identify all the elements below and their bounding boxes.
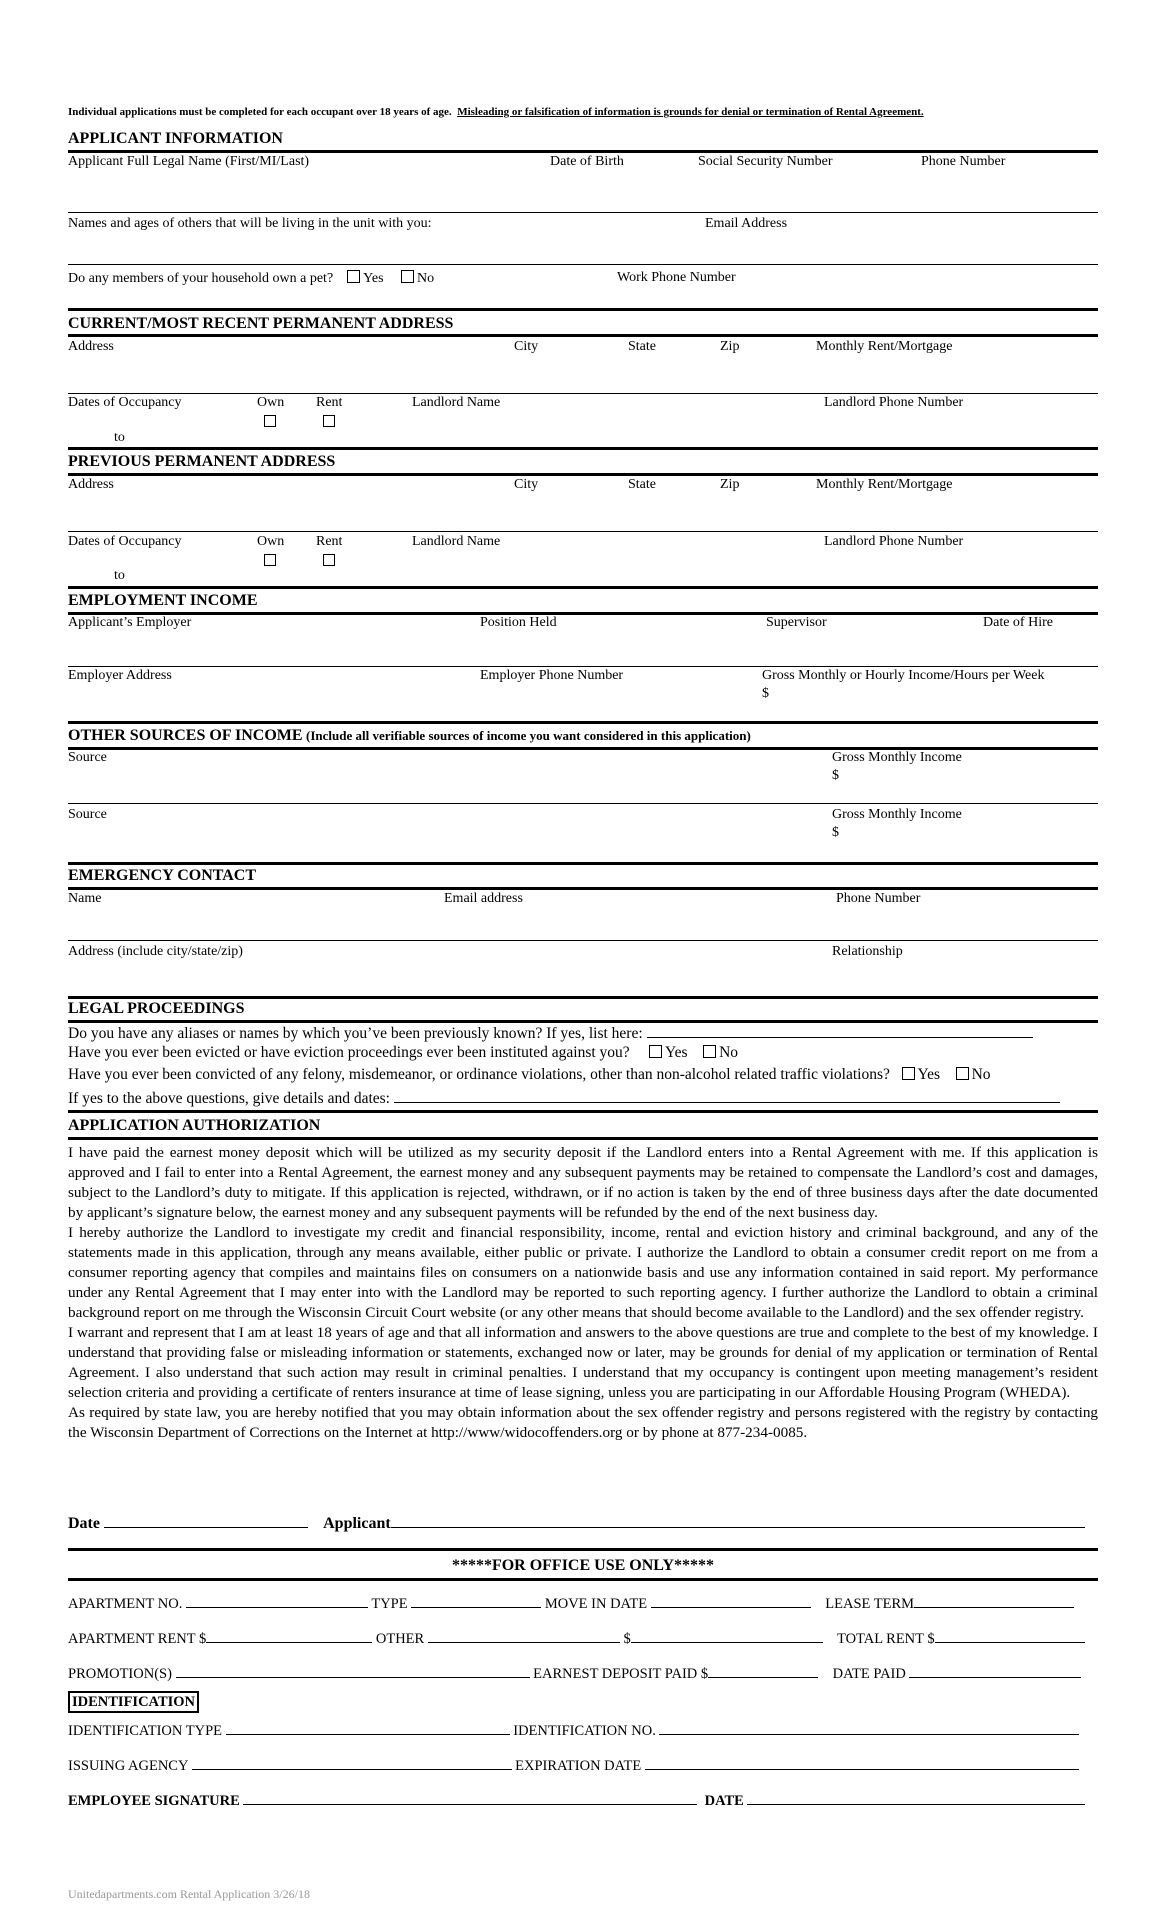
rent-checkbox[interactable] — [323, 554, 335, 566]
evicted-no-checkbox[interactable] — [703, 1045, 716, 1058]
office-row-4 — [68, 1721, 1079, 1739]
apt-no-label: APARTMENT NO. — [68, 1596, 183, 1612]
id-type-field[interactable] — [226, 1721, 510, 1735]
label-zip: Zip — [720, 339, 740, 354]
promotions-field[interactable] — [176, 1664, 530, 1678]
label-employer: Applicant’s Employer — [68, 615, 192, 630]
section-heading-other-income — [68, 727, 751, 745]
dollar-sign: $ — [623, 1631, 631, 1647]
applicant-signature-field[interactable] — [391, 1514, 1085, 1528]
label-employer-address: Employer Address — [68, 668, 172, 683]
other-field[interactable] — [428, 1629, 620, 1643]
earnest-field[interactable] — [708, 1664, 818, 1678]
total-rent-label: TOTAL RENT $ — [836, 1631, 935, 1647]
evicted-no-label: No — [719, 1044, 739, 1061]
legal-q1 — [68, 1024, 1033, 1042]
divider — [68, 1578, 1098, 1581]
signature-line — [68, 1514, 1085, 1533]
office-row-5 — [68, 1756, 1079, 1774]
other-label: OTHER — [375, 1631, 425, 1647]
apt-rent-label: APARTMENT RENT $ — [68, 1631, 207, 1647]
other-income-note: (Include all verifiable sources of income you want considered in this application) — [306, 728, 751, 743]
id-no-field[interactable] — [659, 1721, 1079, 1735]
label-gross-monthly: Gross Monthly Income — [832, 807, 962, 822]
legal-q3-text: Have you ever been convicted of any felony, misdemeanor, or ordinance violations, other than non-alcohol related traffic violations? — [68, 1066, 890, 1083]
lease-term-field[interactable] — [914, 1594, 1074, 1608]
office-row-1 — [68, 1594, 1074, 1612]
type-field[interactable] — [411, 1594, 541, 1608]
divider — [68, 612, 1098, 615]
promotions-label: PROMOTION(S) — [68, 1666, 172, 1682]
divider — [68, 721, 1098, 724]
label-address: Address — [68, 477, 114, 492]
pet-yes-checkbox[interactable] — [347, 270, 360, 283]
label-city: City — [514, 339, 539, 354]
date-paid-field[interactable] — [909, 1664, 1081, 1678]
label-phone: Phone Number — [921, 154, 1006, 169]
legal-q4-text: If yes to the above questions, give details and dates: — [68, 1090, 390, 1107]
applicant-label: Applicant — [323, 1515, 391, 1532]
label-landlord-name: Landlord Name — [412, 534, 501, 549]
issuing-agency-label: ISSUING AGENCY — [68, 1758, 188, 1774]
identification-box: IDENTIFICATION — [68, 1691, 199, 1713]
pet-no-checkbox[interactable] — [401, 270, 414, 283]
divider — [68, 996, 1098, 999]
label-dob: Date of Birth — [550, 154, 624, 169]
employee-signature-label: EMPLOYEE SIGNATURE — [68, 1793, 240, 1809]
legal-q3 — [68, 1067, 991, 1083]
notice-text — [68, 106, 924, 119]
divider — [68, 264, 1098, 265]
label-dates-occupancy: Dates of Occupancy — [68, 395, 182, 410]
divider — [68, 150, 1098, 153]
own-checkbox[interactable] — [264, 415, 276, 427]
date-label: DATE — [704, 1793, 744, 1809]
section-heading-current-address: CURRENT/MOST RECENT PERMANENT ADDRESS — [68, 315, 454, 332]
label-to: to — [114, 430, 125, 445]
label-email: Email Address — [705, 216, 788, 231]
label-state: State — [628, 339, 656, 354]
convicted-yes-checkbox[interactable] — [902, 1067, 915, 1080]
authorization-paragraph: I hereby authorize the Landlord to investigate my credit and financial responsibility, income, rental and eviction history and criminal background, and any of the statements made in this application, through any means available, either public or private. I authorize the Landlord to obtain a consumer credit report on me from a consumer reporting agency that compiles and maintains files on consumers on a nationwide basis and use any information contained in said report. My performance under any Rental Agreement that I may enter into with the Landlord may be reported to such reporting agency. I further authorize the Landlord to obtain a criminal background report on me through the Wisconsin Circuit Court website (or any other means that should become available to the Landlord) and the sex offender registry. — [68, 1224, 1098, 1321]
employee-date-field[interactable] — [747, 1791, 1085, 1805]
label-gross-income: Gross Monthly or Hourly Income/Hours per Week — [762, 668, 1045, 683]
apt-no-field[interactable] — [186, 1594, 368, 1608]
label-relationship: Relationship — [832, 944, 903, 959]
label-hire-date: Date of Hire — [983, 615, 1053, 630]
label-others-living: Names and ages of others that will be living in the unit with you: — [68, 216, 432, 231]
section-heading-emergency: EMERGENCY CONTACT — [68, 867, 257, 884]
earnest-label: EARNEST DEPOSIT PAID $ — [533, 1666, 709, 1682]
notice-left: Individual applications must be completed for each occupant over 18 years of age. — [68, 106, 452, 118]
divider — [68, 1110, 1098, 1113]
divider — [68, 447, 1098, 450]
label-full-name: Applicant Full Legal Name (First/MI/Last) — [68, 154, 310, 169]
convicted-yes-label: Yes — [917, 1066, 941, 1083]
label-own: Own — [257, 395, 285, 410]
label-employer-phone: Employer Phone Number — [480, 668, 624, 683]
label-landlord-phone: Landlord Phone Number — [824, 395, 964, 410]
date-paid-label: DATE PAID — [832, 1666, 906, 1682]
details-field[interactable] — [394, 1089, 1060, 1103]
label-ssn: Social Security Number — [698, 154, 833, 169]
label-source: Source — [68, 807, 107, 822]
office-row-3 — [68, 1664, 1081, 1682]
label-monthly-rent: Monthly Rent/Mortgage — [816, 477, 953, 492]
label-supervisor: Supervisor — [766, 615, 827, 630]
divider — [68, 393, 1098, 394]
convicted-no-checkbox[interactable] — [956, 1067, 969, 1080]
label-rent: Rent — [316, 534, 343, 549]
total-rent-field[interactable] — [935, 1629, 1085, 1643]
divider — [68, 862, 1098, 865]
own-checkbox[interactable] — [264, 554, 276, 566]
section-heading-employment: EMPLOYMENT INCOME — [68, 592, 258, 609]
section-heading-previous-address: PREVIOUS PERMANENT ADDRESS — [68, 453, 336, 470]
label-email: Email address — [444, 891, 523, 906]
label-landlord-name: Landlord Name — [412, 395, 501, 410]
label-own: Own — [257, 534, 285, 549]
legal-q2 — [68, 1045, 738, 1061]
divider — [68, 473, 1098, 476]
divider — [68, 803, 1098, 804]
section-heading-legal: LEGAL PROCEEDINGS — [68, 1000, 245, 1017]
label-state: State — [628, 477, 656, 492]
lease-term-label: LEASE TERM — [825, 1596, 915, 1612]
authorization-text — [68, 1143, 1098, 1443]
label-position: Position Held — [480, 615, 557, 630]
move-in-label: MOVE IN DATE — [544, 1596, 648, 1612]
office-use-heading: *****FOR OFFICE USE ONLY***** — [451, 1557, 715, 1574]
section-heading-authorization: APPLICATION AUTHORIZATION — [68, 1117, 321, 1134]
divider — [68, 940, 1098, 941]
divider — [68, 334, 1098, 337]
pet-no-label: No — [417, 271, 435, 286]
label-work-phone: Work Phone Number — [617, 270, 736, 285]
label-name: Name — [68, 891, 102, 906]
label-city: City — [514, 477, 539, 492]
expiration-field[interactable] — [645, 1756, 1079, 1770]
divider — [68, 887, 1098, 890]
label-landlord-phone: Landlord Phone Number — [824, 534, 964, 549]
legal-q4 — [68, 1089, 1060, 1107]
other-amount-field[interactable] — [631, 1629, 823, 1643]
expiration-label: EXPIRATION DATE — [515, 1758, 642, 1774]
convicted-no-label: No — [971, 1066, 991, 1083]
divider — [68, 1137, 1098, 1140]
label-to: to — [114, 568, 125, 583]
aliases-field[interactable] — [647, 1024, 1033, 1038]
other-income-title: OTHER SOURCES OF INCOME — [68, 727, 303, 744]
label-monthly-rent: Monthly Rent/Mortgage — [816, 339, 953, 354]
footer-text: Unitedapartments.com Rental Application 3/26/18 — [68, 1887, 310, 1901]
id-type-label: IDENTIFICATION TYPE — [68, 1723, 222, 1739]
label-dates-occupancy: Dates of Occupancy — [68, 534, 182, 549]
divider — [68, 308, 1098, 311]
label-zip: Zip — [720, 477, 740, 492]
divider — [68, 531, 1098, 532]
legal-q1-text: Do you have any aliases or names by which you’ve been previously known? If yes, list here: — [68, 1025, 643, 1042]
date-field[interactable] — [104, 1514, 308, 1528]
label-address: Address — [68, 339, 114, 354]
label-source: Source — [68, 750, 107, 765]
section-heading-applicant: APPLICANT INFORMATION — [68, 130, 283, 147]
legal-q2-text: Have you ever been evicted or have eviction proceedings ever been instituted against you? — [68, 1044, 630, 1061]
type-label: TYPE — [371, 1596, 408, 1612]
pet-question-text: Do any members of your household own a pet? — [68, 271, 334, 286]
label-gross-monthly: Gross Monthly Income — [832, 750, 962, 765]
apt-rent-field[interactable] — [206, 1629, 372, 1643]
label-rent: Rent — [316, 395, 343, 410]
office-row-2 — [68, 1629, 1085, 1647]
dollar-sign: $ — [762, 686, 769, 701]
move-in-field[interactable] — [651, 1594, 811, 1608]
label-phone: Phone Number — [836, 891, 921, 906]
authorization-paragraph: I warrant and represent that I am at least 18 years of age and that all information and answers to the above questions are true and complete to the best of my knowledge. I understand that providing false or misleading information or statements, exchanged now or later, may be grounds for denial of my application or termination of Rental Agreement. I also understand that such action may result in criminal penalties. I understand that my occupancy is contingent upon meeting management’s resident selection criteria and providing a certificate of renters insurance at time of lease signing, unless you are participating in our Affordable Housing Program (WHEDA). — [68, 1324, 1098, 1401]
divider — [68, 1548, 1098, 1551]
rent-checkbox[interactable] — [323, 415, 335, 427]
issuing-agency-field[interactable] — [192, 1756, 512, 1770]
evicted-yes-label: Yes — [665, 1044, 688, 1061]
office-row-6 — [68, 1791, 1085, 1809]
evicted-yes-checkbox[interactable] — [649, 1045, 662, 1058]
id-no-label: IDENTIFICATION NO. — [513, 1723, 656, 1739]
divider — [68, 586, 1098, 589]
divider — [68, 212, 1098, 213]
date-label: Date — [68, 1515, 100, 1532]
authorization-paragraph: As required by state law, you are hereby notified that you may obtain information about the sex offender registry and persons registered with the registry by contacting the Wisconsin Department of Corrections on the Internet at http://www/widocoffenders.org or by phone at 877-234-0085. — [68, 1404, 1098, 1441]
authorization-paragraph: I have paid the earnest money deposit which will be utilized as my security deposit if the Landlord enters into a Rental Agreement with me. If this application is approved and I fail to enter into a Rental Agreement, the earnest money and any subsequent payments may be retained to compensate the Landlord’s cost and damages, subject to the Landlord’s duty to mitigate. If this application is rejected, withdrawn, or if no action is taken by the end of three business days after the date documented by applicant’s signature below, the earnest money and any subsequent payments will be refunded by the end of the next business day. — [68, 1144, 1098, 1221]
pet-yes-label: Yes — [363, 271, 384, 286]
divider — [68, 1020, 1098, 1023]
notice-right: Misleading or falsification of information is grounds for denial or termination of Rental Agreement. — [457, 106, 924, 118]
dollar-sign: $ — [832, 768, 839, 783]
label-address: Address (include city/state/zip) — [68, 944, 243, 959]
dollar-sign: $ — [832, 825, 839, 840]
employee-signature-field[interactable] — [243, 1791, 697, 1805]
pet-question — [68, 270, 434, 287]
divider — [68, 666, 1098, 667]
